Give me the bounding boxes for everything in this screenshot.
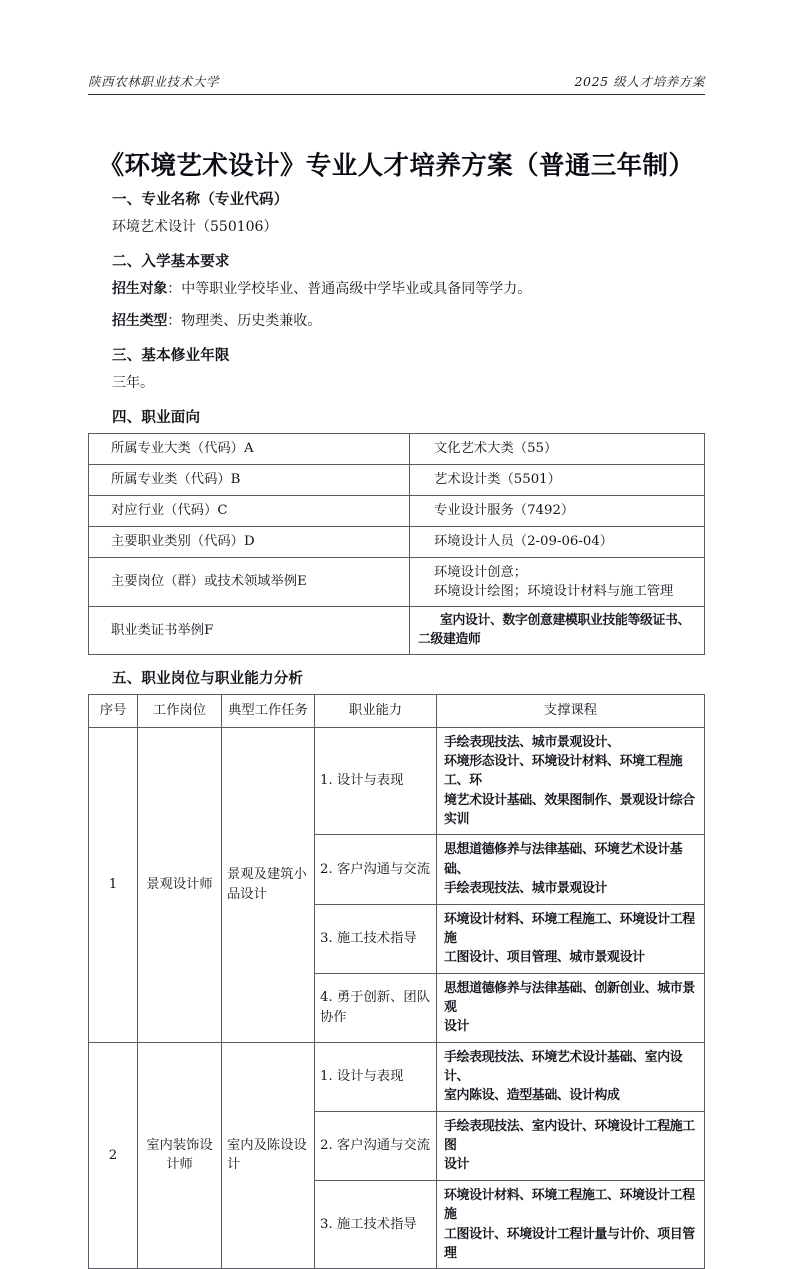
ability-item: 3. 施工技术指导 — [315, 904, 437, 973]
support-courses — [437, 727, 705, 835]
section-heading-1: 一、专业名称（专业代码） — [112, 192, 289, 208]
career-key: 所属专业类（代码）B — [89, 464, 410, 495]
column-header-no: 序号 — [89, 695, 138, 727]
section-1-body: 环境艺术设计（550106） — [112, 219, 278, 235]
column-header-task: 典型工作任务 — [222, 695, 315, 727]
section-heading-3: 三、基本修业年限 — [112, 348, 230, 365]
career-key: 对应行业（代码）C — [89, 495, 410, 526]
ability-item: 3. 施工技术指导 — [315, 1180, 437, 1268]
support-courses — [437, 1180, 705, 1268]
column-header-job: 工作岗位 — [138, 695, 222, 727]
running-header-right: 2025 级人才培养方案 — [574, 74, 705, 89]
career-key: 主要岗位（群）或技术领域举例E — [89, 557, 410, 607]
career-value-line: 二级建造师 — [418, 631, 481, 647]
course-line: 手绘表现技法、室内设计、环境设计工程施工图 — [444, 1118, 695, 1154]
career-value-line: 环境设计绘图；环境设计材料与施工管理 — [434, 584, 674, 600]
document-body — [88, 188, 705, 1269]
row-number: 1 — [89, 727, 138, 1042]
course-line: 环境设计材料、环境工程施工、环境设计工程施 — [444, 1187, 695, 1223]
job-position: 景观设计师 — [138, 727, 222, 1042]
ability-item: 1. 设计与表现 — [315, 1042, 437, 1111]
section-3-body: 三年。 — [112, 375, 154, 392]
admission-type-line — [88, 311, 705, 333]
column-header-ability: 职业能力 — [315, 695, 437, 727]
course-line: 工图设计、环境设计工程计量与计价、项目管理 — [444, 1226, 695, 1261]
ability-item: 4. 勇于创新、团队协作 — [315, 973, 437, 1042]
course-line: 手绘表现技法、环境艺术设计基础、室内设计、 — [444, 1049, 683, 1085]
career-value — [410, 607, 705, 655]
career-key: 主要职业类别（代码）D — [89, 526, 410, 557]
career-orientation-table — [88, 433, 705, 656]
running-header-rule — [88, 94, 705, 95]
table-row — [89, 495, 705, 526]
competency-analysis-table — [88, 694, 705, 1269]
admission-type-label: 招生类型 — [112, 313, 168, 330]
career-value — [410, 557, 705, 607]
ability-item: 2. 客户沟通与交流 — [315, 1111, 437, 1180]
course-line: 手绘表现技法、城市景观设计、 — [444, 734, 620, 750]
course-line: 思想道德修养与法律基础、环境艺术设计基础、 — [444, 842, 683, 877]
table-row — [89, 526, 705, 557]
support-courses — [437, 1111, 705, 1180]
course-line: 境艺术设计基础、效果图制作、景观设计综合实训 — [444, 792, 695, 828]
support-courses — [437, 1042, 705, 1111]
support-courses — [437, 835, 705, 904]
course-line: 思想道德修养与法律基础、创新创业、城市景观 — [444, 980, 695, 1015]
career-key: 所属专业大类（代码）A — [89, 433, 410, 464]
section-heading-5: 五、职业岗位与职业能力分析 — [112, 671, 304, 688]
career-value: 艺术设计类（5501） — [410, 464, 705, 495]
course-line: 手绘表现技法、城市景观设计 — [444, 881, 608, 897]
career-value-line: 环境设计创意； — [434, 564, 528, 580]
running-header — [88, 72, 705, 90]
admission-target-label: 招生对象 — [112, 280, 168, 297]
table-row — [89, 1042, 705, 1111]
course-line: 设计 — [444, 1019, 470, 1035]
table-row — [89, 464, 705, 495]
column-header-courses: 支撑课程 — [437, 695, 705, 727]
career-value: 专业设计服务（7492） — [410, 495, 705, 526]
career-value: 环境设计人员（2-09-06-04） — [410, 526, 705, 557]
career-value-line: 室内设计、数字创意建模职业技能等级证书、 — [440, 613, 690, 629]
section-heading-4: 四、职业面向 — [112, 409, 201, 426]
support-courses — [437, 973, 705, 1042]
career-key: 职业类证书举例F — [89, 607, 410, 655]
table-header-row — [89, 695, 705, 727]
admission-target-value: ：中等职业学校毕业、普通高级中学毕业或具备同等学力。 — [167, 280, 532, 297]
career-value: 文化艺术大类（55） — [410, 433, 705, 464]
support-courses — [437, 904, 705, 973]
course-line: 工图设计、项目管理、城市景观设计 — [444, 950, 645, 966]
table-row — [89, 727, 705, 835]
typical-task: 景观及建筑小品设计 — [222, 727, 315, 1042]
running-header-left: 陕西农林职业技术大学 — [88, 74, 220, 89]
section-heading-2: 二、入学基本要求 — [112, 253, 230, 270]
typical-task: 室内及陈设设计 — [222, 1042, 315, 1269]
row-number: 2 — [89, 1042, 138, 1269]
table-row — [89, 433, 705, 464]
job-position: 室内装饰设计师 — [138, 1042, 222, 1269]
ability-item: 2. 客户沟通与交流 — [315, 835, 437, 904]
table-row — [89, 607, 705, 655]
admission-target-line — [88, 279, 705, 301]
course-line: 环境形态设计、环境设计材料、环境工程施工、环 — [444, 754, 683, 789]
page-title: 《环境艺术设计》专业人才培养方案（普通三年制） — [98, 151, 695, 182]
ability-item: 1. 设计与表现 — [315, 727, 437, 835]
course-line: 室内陈设、造型基础、设计构成 — [444, 1088, 620, 1104]
course-line: 设计 — [444, 1157, 470, 1173]
table-row — [89, 557, 705, 607]
admission-type-value: ：物理类、历史类兼收。 — [167, 313, 322, 330]
course-line: 环境设计材料、环境工程施工、环境设计工程施 — [444, 911, 695, 946]
